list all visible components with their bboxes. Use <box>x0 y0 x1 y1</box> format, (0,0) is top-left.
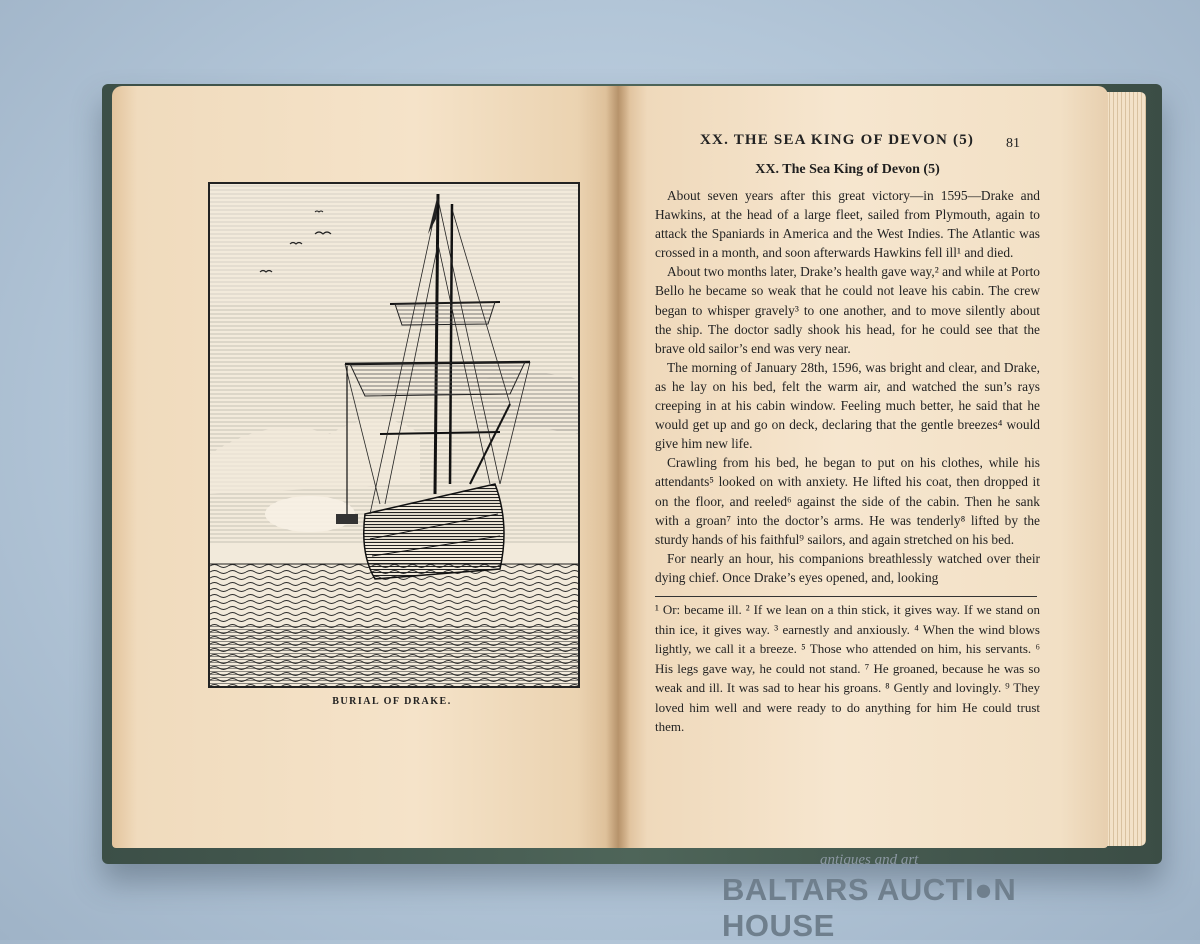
footnotes: ¹ Or: became ill. ² If we lean on a thin stick, it gives way. If we stand on thin ice, it gives way. ³ earnestly and anxiously. ⁴ When the wind blows lightly, we call it a breeze. ⁵ Those who attended on him, his servants. ⁶ His legs gave way, he could not stand. ⁷ He groaned, because he was so weak and ill. It was sad to hear his groans. ⁸ Gently and lovingly. ⁹ They loved him well and were ready to do anything for him He could trust them. <box>655 602 1040 734</box>
ship-engraving <box>208 182 580 688</box>
watermark-tagline: antiques and art <box>820 852 919 868</box>
book-gutter <box>606 86 630 848</box>
watermark-brand: BALTARS AUCTI●N HOUSE <box>722 872 1017 943</box>
paragraph: For nearly an hour, his companions breathlessly watched over their dying chief. Once Drake’s eyes opened, and, looking <box>655 550 1040 585</box>
chapter-body <box>655 186 1040 587</box>
page-number: 81 <box>1006 136 1020 151</box>
running-head: XX. THE SEA KING OF DEVON (5) <box>700 132 975 148</box>
paragraph: About two months later, Drake’s health gave way,² and while at Porto Bello he became so weak that he could not leave his cabin. The crew began to whisper gravely³ to one another, and to move silently about the ship. The doctor sadly shook his head, for he could see that the brave old sailor’s end was very near. <box>655 264 1040 356</box>
illustration-caption: BURIAL OF DRAKE. <box>332 696 452 707</box>
footnote-rule <box>655 596 1037 597</box>
page-edges <box>1106 92 1146 846</box>
paragraph: About seven years after this great victory—in 1595—Drake and Hawkins, at the head of a large fleet, sailed from Plymouth, again to attack the Spaniards in America and the West Indies. The Atlantic was crossed in a month, and soon afterwards Hawkins fell ill¹ and died. <box>655 188 1040 261</box>
paragraph: The morning of January 28th, 1596, was bright and clear, and Drake, as he lay on his bed, felt the warm air, and watched the sun’s rays creeping in at his cabin window. Feeling much better, he said that he would get up and go on deck, declaring that the gentle breezes⁴ would give him new life. <box>655 359 1040 452</box>
ship-illustration <box>210 184 578 686</box>
chapter-title: XX. The Sea King of Devon (5) <box>755 162 940 177</box>
paragraph: Crawling from his bed, he began to put on his clothes, while his attendants⁵ looked on with anxiety. He lifted his coat, then dropped it on the floor, and reeled⁶ against the side of the cabin. Then he sank with a groan⁷ into the doctor’s arms. He was tenderly⁸ lifted by the sturdy hands of his faithful⁹ sailors, and again stretched on his bed. <box>655 455 1040 547</box>
